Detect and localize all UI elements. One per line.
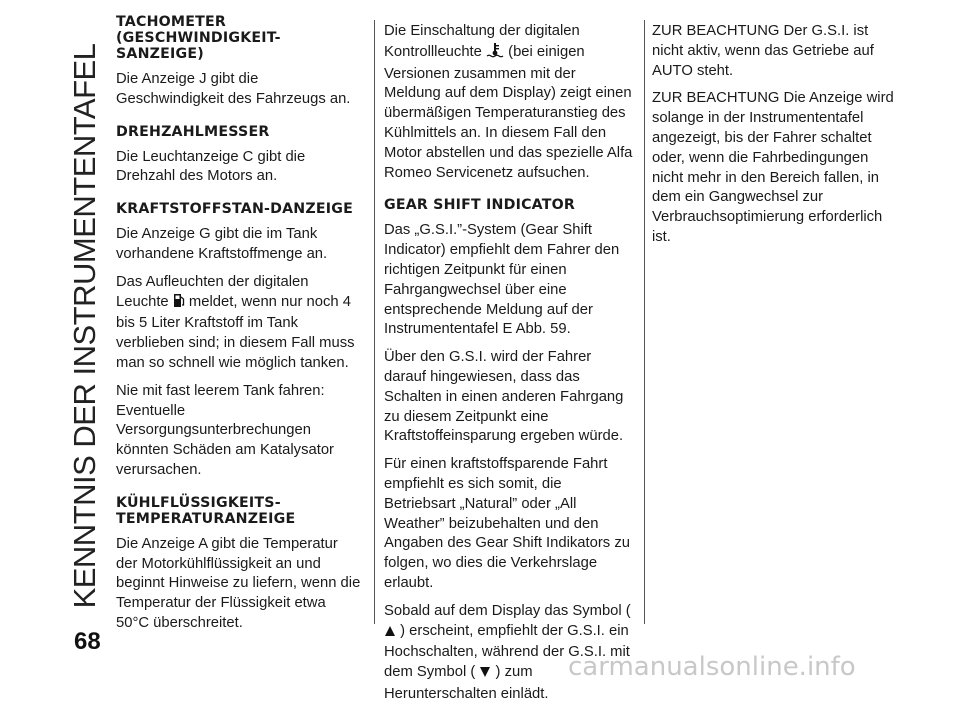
- para-rpm: Die Leuchtanzeige C gibt die Drehzahl des Motors an.: [116, 148, 306, 185]
- para-gsi-4-a: Sobald auf dem Display das Symbol (: [384, 602, 631, 619]
- para-fuel-2: [116, 273, 362, 374]
- column-divider-2: [644, 20, 645, 624]
- para-fuel-2-b: meldet, wenn nur noch 4 bis 5 Liter Kraftstoff im Tank verblieben sind; in diesem Fall muss man so schnell wie möglich tanken.: [116, 293, 355, 371]
- side-title-text: KENNTNIS DER INSTRUMENTENTAFEL: [67, 43, 102, 609]
- para-coolant-warning-a: Die Einschaltung der digitalen Kontrollleuchte: [384, 23, 580, 60]
- heading-tachometer: TACHOMETER (GESCHWINDIGKEIT-SANZEIGE): [116, 14, 281, 62]
- para-gsi-4-b: ) erscheint, empfiehlt der G.S.I. ein Hochschalten, während der G.S.I. mit dem Symbol (: [384, 622, 630, 681]
- shift-up-triangle-icon: [384, 624, 396, 644]
- column-2: [384, 22, 634, 713]
- para-coolant-temp: Die Anzeige A gibt die Temperatur der Motorkühlflüssigkeit an und beginnt Hinweise zu liefern, wenn die Temperatur der Flüssigkeit etwa 50°C überschreitet.: [116, 535, 361, 631]
- para-fuel-3: Nie mit fast leerem Tank fahren: Eventuelle Versorgungsunterbrechungen könnten Schäden am Katalysator verursachen.: [116, 382, 334, 478]
- para-fuel-1: Die Anzeige G gibt die im Tank vorhandene Kraftstoffmenge an.: [116, 226, 328, 262]
- para-gsi-4-c: ) zum Herunterschalten einlädt.: [384, 664, 549, 702]
- heading-fuel: KRAFTSTOFFSTAN-DANZEIGE: [116, 201, 353, 218]
- para-coolant-warning: [384, 22, 634, 183]
- coolant-temperature-icon: [486, 42, 504, 65]
- para-coolant-warning-b: (bei einigen Versionen zusammen mit der Meldung auf dem Display) zeigt einen übermäßigen Temperaturanstieg des Kühlmittels an. In diesem Fall den Motor abstellen und das spezielle Alfa Romeo Servicenetz aufsuchen.: [384, 43, 633, 181]
- column-3: [652, 22, 902, 256]
- heading-gear-shift-indicator: GEAR SHIFT INDICATOR: [384, 197, 576, 214]
- section-side-title: [62, 20, 108, 632]
- para-gsi-3: Für einen kraftstoffsparende Fahrt empfiehlt es sich somit, die Betriebsart „Natural” oder „All Weather” beizubehalten und den Angaben des Gear Shift Indikators zu folgen, wo dies die Verkehrslage erlaubt.: [384, 456, 630, 591]
- heading-rpm: DREHZAHLMESSER: [116, 123, 270, 140]
- shift-down-triangle-icon: [479, 665, 491, 685]
- fuel-pump-icon: [173, 293, 185, 315]
- note-1: ZUR BEACHTUNG Der G.S.I. ist nicht aktiv, wenn das Getriebe auf AUTO steht.: [652, 23, 874, 79]
- para-tachometer: Die Anzeige J gibt die Geschwindigkeit des Fahrzeugs an.: [116, 71, 351, 107]
- heading-coolant-temp: KÜHLFLÜSSIGKEITS-TEMPERATURANZEIGE: [116, 494, 296, 527]
- column-1: [116, 14, 362, 642]
- para-fuel-2-a: Das Aufleuchten der digitalen Leuchte: [116, 273, 309, 310]
- page-number: 68: [74, 628, 101, 655]
- note-2: ZUR BEACHTUNG Die Anzeige wird solange in der Instrumententafel angezeigt, bis der Fahrer schaltet oder, wenn die Fahrbedingungen nicht mehr in den Bereich fallen, in dem ein Gangwechsel zur Verbrauchsoptimierung erforderlich ist.: [652, 90, 894, 245]
- para-gsi-2: Über den G.S.I. wird der Fahrer darauf hingewiesen, dass das Schalten in einen anderen Fahrgang zu diesem Zeitpunkt eine Kraftstoffeinsparung ergeben würde.: [384, 349, 624, 445]
- footer-watermark: carmanualsonline.info: [568, 652, 856, 682]
- column-divider-1: [374, 20, 375, 624]
- para-gsi-1: Das „G.S.I.”-System (Gear Shift Indicator) empfiehlt dem Fahrer den richtigen Zeitpunkt für einen Fahrgangwechsel über eine entsprechende Meldung auf der Instrumententafel E Abb. 59.: [384, 222, 620, 338]
